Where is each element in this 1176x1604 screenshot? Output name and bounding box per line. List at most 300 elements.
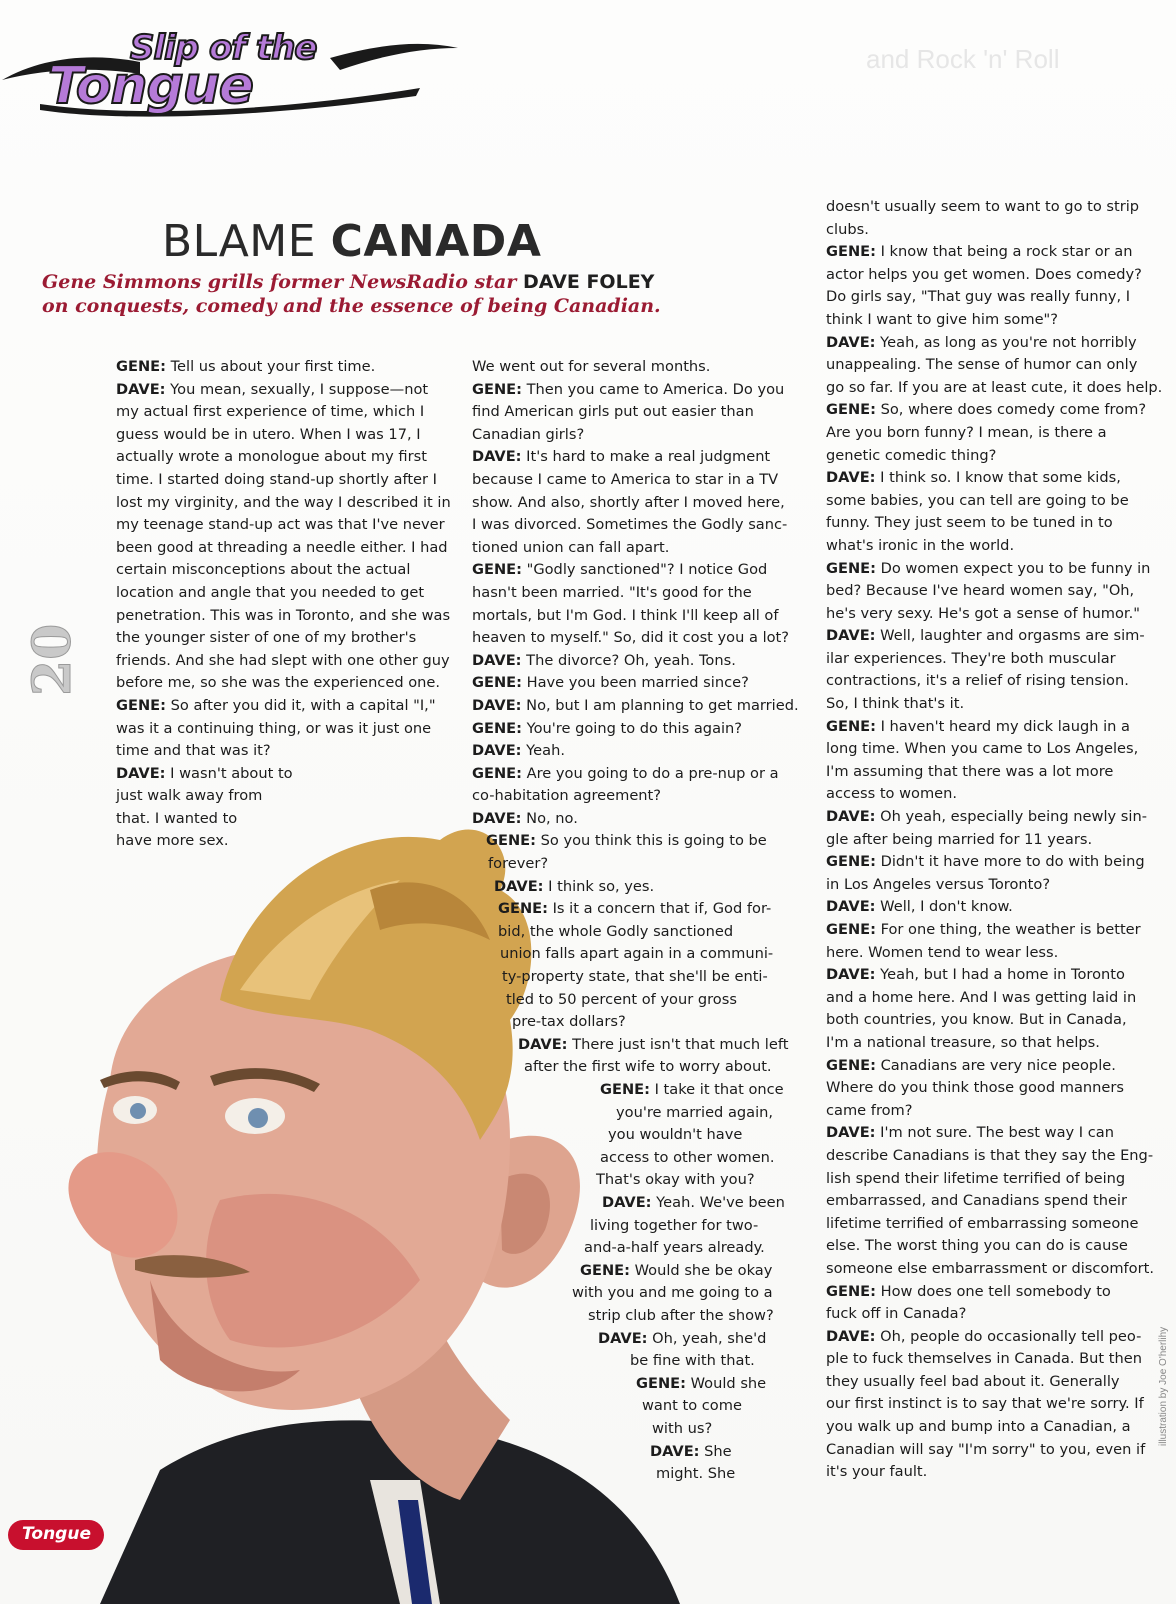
speaker-label: DAVE: — [472, 742, 522, 760]
line-text: contractions, it's a relief of rising tension. — [826, 672, 1129, 690]
logo-line-2: Tongue — [48, 56, 254, 116]
article-line — [826, 806, 1162, 829]
article-line — [472, 492, 799, 515]
line-text: Do women expect you to be funny in — [875, 559, 1151, 577]
line-text: For one thing, the weather is better — [875, 921, 1141, 938]
speaker-label: GENE: — [472, 380, 522, 398]
article-line — [472, 446, 799, 469]
article-line — [472, 1282, 799, 1305]
line-text: Are you born funny? I mean, is there a — [826, 423, 1107, 441]
line-text: both countries, you know. But in Canada, — [826, 1011, 1127, 1029]
speaker-label: GENE: — [116, 358, 166, 375]
article-line — [116, 650, 451, 673]
article-line — [472, 1192, 799, 1215]
line-text: want to come — [642, 1397, 742, 1415]
article-line — [472, 830, 799, 853]
article-line — [826, 1168, 1162, 1191]
line-text: Where do you think those good manners — [826, 1079, 1124, 1097]
article-line — [116, 401, 451, 424]
speaker-label: DAVE: — [472, 809, 522, 827]
article-line — [472, 1305, 799, 1328]
line-text: before me, so she was the experienced one. — [116, 674, 441, 692]
line-text: ty-property state, that she'll be enti- — [502, 968, 768, 986]
article-line — [826, 1100, 1162, 1123]
line-text: Would she be okay — [629, 1261, 773, 1279]
article-line — [472, 966, 799, 989]
line-text: unappealing. The sense of humor can only — [826, 356, 1138, 374]
page-number — [22, 623, 83, 726]
article-line — [472, 379, 799, 402]
footer-logo-text: Tongue — [22, 1524, 91, 1544]
article-line — [826, 445, 1162, 468]
speaker-label: GENE: — [600, 1081, 650, 1098]
headline-word-2: CANADA — [330, 216, 542, 267]
line-text: be fine with that. — [630, 1352, 755, 1370]
line-text: Canadian girls? — [472, 425, 585, 443]
article-line — [826, 1348, 1162, 1371]
article-line — [826, 716, 1162, 739]
article-line — [472, 898, 799, 921]
line-text: think I want to give him some"? — [826, 310, 1059, 328]
article-line — [826, 1439, 1162, 1462]
line-text: and a home here. And I was getting laid in — [826, 988, 1137, 1006]
article-line — [116, 695, 451, 718]
line-text: it's your fault. — [826, 1463, 928, 1481]
line-text: We went out for several months. — [472, 358, 711, 375]
article-line — [826, 625, 1162, 648]
line-text: with us? — [652, 1419, 713, 1437]
article-line — [826, 241, 1162, 264]
article-line — [472, 627, 799, 650]
line-text: bid, the whole Godly sanctioned — [498, 922, 734, 940]
article-line — [826, 761, 1162, 784]
line-text: the younger sister of one of my brother's — [116, 629, 417, 647]
line-text: long time. When you came to Los Angeles, — [826, 740, 1139, 758]
line-text: Would she — [685, 1374, 767, 1392]
line-text: Canadian will say "I'm sorry" to you, even if — [826, 1440, 1146, 1458]
speaker-label: DAVE: — [116, 380, 166, 398]
line-text: forever? — [488, 855, 549, 873]
article-line — [826, 919, 1162, 942]
line-text: There just isn't that much left — [567, 1035, 789, 1053]
line-text: have more sex. — [116, 832, 229, 850]
article-line — [472, 1373, 799, 1396]
line-text: embarrassed, and Canadians spend their — [826, 1192, 1127, 1210]
article-line — [826, 1416, 1162, 1439]
article-line — [116, 672, 451, 695]
article-line — [826, 1190, 1162, 1213]
line-text: No, but I am planning to get married. — [521, 696, 799, 714]
line-text: So you think this is going to be — [535, 832, 767, 850]
article-line — [472, 785, 799, 808]
article-line — [472, 718, 799, 741]
speaker-label: GENE: — [826, 717, 876, 735]
line-text: How does one tell somebody to — [875, 1282, 1111, 1300]
article-line — [826, 693, 1162, 716]
speaker-label: GENE: — [486, 832, 536, 850]
line-text: and-a-half years already. — [584, 1239, 765, 1257]
article-line — [826, 1032, 1162, 1055]
line-text: tioned union can fall apart. — [472, 538, 670, 556]
article-line — [472, 537, 799, 560]
line-text: You're going to do this again? — [521, 719, 743, 737]
line-text: That's okay with you? — [596, 1171, 755, 1189]
line-text: lifetime terrified of embarrassing someone — [826, 1214, 1139, 1232]
line-text: time and that was it? — [116, 742, 271, 760]
line-text: co-habitation agreement? — [472, 787, 662, 805]
line-text: access to other women. — [600, 1148, 775, 1166]
line-text: been good at threading a needle either. I had — [116, 538, 448, 556]
line-text: Is it a concern that if, God for- — [547, 900, 772, 918]
speaker-label: DAVE: — [826, 469, 876, 487]
article-line — [472, 1215, 799, 1238]
article-line — [826, 1235, 1162, 1258]
line-text: Are you going to do a pre-nup or a — [521, 764, 779, 782]
speaker-label: DAVE: — [472, 651, 522, 669]
line-text: Canadians are very nice people. — [875, 1056, 1116, 1074]
article-line — [472, 1169, 799, 1192]
speaker-label: DAVE: — [472, 448, 522, 466]
line-text: ple to fuck themselves in Canada. But then — [826, 1350, 1142, 1368]
line-text: he's very sexy. He's got a sense of humor." — [826, 604, 1140, 622]
line-text: I take it that once — [649, 1081, 784, 1098]
line-text: Oh yeah, especially being newly sin- — [875, 808, 1147, 826]
article-line — [472, 559, 799, 582]
tongue-footer-logo — [8, 1520, 104, 1550]
article-line — [826, 558, 1162, 581]
article-line — [472, 401, 799, 424]
article-line — [472, 1418, 799, 1441]
line-text: I was divorced. Sometimes the Godly sanc- — [472, 516, 788, 534]
line-text: heaven to myself." So, did it cost you a lot? — [472, 629, 790, 647]
line-text: Oh, yeah, she'd — [647, 1329, 767, 1347]
speaker-label: GENE: — [472, 764, 522, 782]
deck-text-2: on conquests, comedy and the essence of being Canadian. — [42, 295, 661, 317]
article-line — [826, 1122, 1162, 1145]
line-text: Have you been married since? — [521, 674, 749, 692]
speaker-label: GENE: — [636, 1374, 686, 1392]
article-line — [472, 1011, 799, 1034]
speaker-label: GENE: — [826, 1282, 876, 1300]
line-text: Then you came to America. Do you — [521, 380, 785, 398]
line-text: my teenage stand-up act was that I've never — [116, 516, 445, 534]
article-line — [116, 763, 451, 786]
line-text: ilar experiences. They're both muscular — [826, 649, 1116, 667]
line-text: in Los Angeles versus Toronto? — [826, 875, 1051, 893]
line-text: go so far. If you are at least cute, it does help. — [826, 378, 1163, 396]
headline-word-1: BLAME — [162, 216, 317, 267]
article-line — [472, 921, 799, 944]
speaker-label: DAVE: — [116, 764, 166, 782]
line-text: doesn't usually seem to want to go to strip — [826, 198, 1140, 215]
article-line — [826, 942, 1162, 965]
deck-name: DAVE FOLEY — [522, 271, 655, 293]
line-text: our first instinct is to say that we're sorry. If — [826, 1395, 1144, 1413]
line-text: lish spend their lifetime terrified of being — [826, 1169, 1126, 1187]
line-text: Well, laughter and orgasms are sim- — [875, 627, 1145, 645]
article-line — [826, 422, 1162, 445]
article-line — [116, 785, 451, 808]
article-line — [472, 943, 799, 966]
article-line — [472, 1237, 799, 1260]
line-text: The divorce? Oh, yeah. Tons. — [521, 651, 736, 669]
speaker-label: GENE: — [826, 921, 876, 938]
line-text: bed? Because I've heard women say, "Oh, — [826, 582, 1135, 600]
article-line — [472, 469, 799, 492]
article-deck — [42, 270, 802, 318]
line-text: access to women. — [826, 785, 958, 803]
line-text: tled to 50 percent of your gross — [506, 990, 737, 1008]
article-line — [826, 399, 1162, 422]
article-line — [826, 1281, 1162, 1304]
line-text: else. The worst thing you can do is cause — [826, 1237, 1128, 1255]
line-text: I haven't heard my dick laugh in a — [875, 717, 1131, 735]
article-line — [472, 1102, 799, 1125]
line-text: find American girls put out easier than — [472, 403, 754, 421]
line-text: "Godly sanctioned"? I notice God — [521, 561, 768, 579]
line-text: Yeah, as long as you're not horribly — [875, 333, 1137, 351]
article-line — [826, 896, 1162, 919]
line-text: some babies, you can tell are going to be — [826, 491, 1129, 509]
speaker-label: DAVE: — [518, 1035, 568, 1053]
illustration-credit: illustration by Joe O'herlihy — [1158, 1326, 1169, 1446]
line-text: Oh, people do occasionally tell peo- — [875, 1327, 1142, 1345]
line-text: gle after being married for 11 years. — [826, 830, 1093, 848]
speaker-label: DAVE: — [602, 1193, 652, 1211]
article-line — [472, 876, 799, 899]
line-text: actor helps you get women. Does comedy? — [826, 265, 1142, 283]
line-text: She — [699, 1442, 732, 1460]
article-line — [826, 1303, 1162, 1326]
line-text: I'm not sure. The best way I can — [875, 1124, 1114, 1142]
line-text: because I came to America to star in a TV — [472, 470, 779, 488]
article-line — [826, 219, 1162, 242]
article-line — [116, 605, 451, 628]
article-line — [826, 264, 1162, 287]
article-line — [826, 309, 1162, 332]
article-column-2 — [472, 356, 799, 1486]
line-text: I know that being a rock star or an — [875, 243, 1133, 261]
line-text: living together for two- — [590, 1216, 759, 1234]
article-line — [472, 650, 799, 673]
show-through-text: and Rock 'n' Roll — [866, 44, 1060, 74]
speaker-label: DAVE: — [598, 1329, 648, 1347]
page-number-text: 20 — [22, 623, 83, 696]
article-line — [826, 332, 1162, 355]
speaker-label: DAVE: — [826, 966, 876, 984]
article-line — [826, 490, 1162, 513]
speaker-label: GENE: — [826, 1056, 876, 1074]
article-line — [826, 829, 1162, 852]
article-line — [826, 1055, 1162, 1078]
article-line — [826, 1145, 1162, 1168]
line-text: show. And also, shortly after I moved here, — [472, 493, 785, 511]
line-text: No, no. — [521, 809, 578, 827]
article-column-3 — [826, 196, 1162, 1484]
line-text: fuck off in Canada? — [826, 1305, 967, 1323]
speaker-label: GENE: — [826, 401, 876, 419]
article-line — [116, 514, 451, 537]
article-line — [116, 627, 451, 650]
article-line — [826, 1461, 1162, 1484]
article-line — [826, 603, 1162, 626]
article-line — [472, 1079, 799, 1102]
line-text: pre-tax dollars? — [512, 1013, 626, 1031]
article-line — [116, 446, 451, 469]
line-text: was it a continuing thing, or was it just one — [116, 719, 432, 737]
article-line — [472, 1056, 799, 1079]
speaker-label: GENE: — [498, 900, 548, 918]
line-text: you're married again, — [616, 1103, 774, 1121]
article-line — [472, 808, 799, 831]
line-text: clubs. — [826, 220, 869, 238]
article-line — [116, 356, 451, 379]
article-line — [116, 559, 451, 582]
article-line — [826, 467, 1162, 490]
article-line — [826, 648, 1162, 671]
line-text: came from? — [826, 1101, 913, 1119]
article-line — [472, 763, 799, 786]
line-text: my actual first experience of time, which I — [116, 403, 425, 421]
line-text: you wouldn't have — [608, 1126, 743, 1144]
line-text: that. I wanted to — [116, 809, 238, 827]
line-text: hasn't been married. "It's good for the — [472, 583, 752, 601]
article-line — [472, 582, 799, 605]
article-line — [472, 1034, 799, 1057]
line-text: after the first wife to worry about. — [524, 1058, 772, 1076]
logo-line-1: Slip of the — [130, 28, 317, 68]
line-text: union falls apart again in a communi- — [500, 945, 774, 963]
article-line — [826, 535, 1162, 558]
line-text: mortals, but I'm God. I think I'll keep all of — [472, 606, 779, 624]
article-line — [472, 514, 799, 537]
article-line — [826, 738, 1162, 761]
article-line — [826, 964, 1162, 987]
line-text: certain misconceptions about the actual — [116, 561, 411, 579]
line-text: I'm a national treasure, so that helps. — [826, 1033, 1100, 1051]
article-line — [472, 1260, 799, 1283]
line-text: I'm assuming that there was a lot more — [826, 762, 1114, 780]
article-line — [116, 718, 451, 741]
article-line — [116, 379, 451, 402]
article-line — [116, 740, 451, 763]
line-text: what's ironic in the world. — [826, 536, 1015, 554]
article-line — [472, 1124, 799, 1147]
article-line — [472, 356, 799, 379]
line-text: penetration. This was in Toronto, and she was — [116, 606, 451, 624]
line-text: might. She — [656, 1465, 736, 1483]
speaker-label: GENE: — [472, 719, 522, 737]
speaker-label: DAVE: — [826, 627, 876, 645]
line-text: So, where does comedy come from? — [875, 401, 1147, 419]
article-line — [826, 512, 1162, 535]
article-line — [472, 1395, 799, 1418]
article-line — [472, 1147, 799, 1170]
article-line — [826, 1393, 1162, 1416]
line-text: friends. And she had slept with one other guy — [116, 651, 450, 669]
article-column-1 — [116, 356, 451, 853]
line-text: lost my virginity, and the way I described it in — [116, 493, 451, 511]
speaker-label: GENE: — [472, 561, 522, 579]
article-line — [116, 537, 451, 560]
article-line — [116, 830, 451, 853]
article-line — [116, 469, 451, 492]
line-text: You mean, sexually, I suppose—not — [165, 380, 429, 398]
line-text: location and angle that you needed to get — [116, 583, 425, 601]
article-line — [826, 987, 1162, 1010]
article-line — [472, 1463, 799, 1486]
line-text: here. Women tend to wear less. — [826, 943, 1059, 961]
line-text: you walk up and bump into a Canadian, a — [826, 1418, 1131, 1436]
line-text: Tell us about your first time. — [165, 358, 376, 375]
article-line — [826, 1077, 1162, 1100]
article-line — [116, 492, 451, 515]
line-text: So after you did it, with a capital "I," — [165, 696, 436, 714]
line-text: genetic comedic thing? — [826, 446, 997, 464]
article-line — [826, 1371, 1162, 1394]
line-text: Well, I don't know. — [875, 898, 1013, 916]
article-line — [826, 874, 1162, 897]
speaker-label: DAVE: — [826, 808, 876, 826]
speaker-label: GENE: — [826, 853, 876, 871]
line-text: funny. They just seem to be tuned in to — [826, 514, 1113, 532]
line-text: actually wrote a monologue about my first — [116, 448, 427, 466]
speaker-label: GENE: — [580, 1261, 630, 1279]
deck-text-1: Gene Simmons grills former NewsRadio star — [42, 271, 523, 293]
speaker-label: DAVE: — [826, 1124, 876, 1142]
article-line — [472, 989, 799, 1012]
article-line — [472, 695, 799, 718]
article-line — [826, 354, 1162, 377]
article-line — [116, 582, 451, 605]
speaker-label: DAVE: — [826, 333, 876, 351]
article-line — [826, 851, 1162, 874]
slip-of-the-tongue-logo — [0, 18, 460, 118]
article-line — [472, 672, 799, 695]
article-line — [116, 808, 451, 831]
article-headline — [162, 216, 541, 267]
article-line — [826, 1258, 1162, 1281]
line-text: time. I started doing stand-up shortly after I — [116, 470, 437, 488]
line-text: So, I think that's it. — [826, 695, 965, 713]
speaker-label: DAVE: — [826, 898, 876, 916]
line-text: I wasn't about to — [165, 764, 293, 782]
line-text: with you and me going to a — [572, 1284, 773, 1302]
article-line — [826, 1213, 1162, 1236]
article-line — [826, 580, 1162, 603]
speaker-label: GENE: — [116, 696, 166, 714]
article-line — [826, 783, 1162, 806]
line-text: Yeah. We've been — [651, 1193, 785, 1211]
line-text: Yeah, but I had a home in Toronto — [875, 966, 1125, 984]
article-line — [116, 424, 451, 447]
speaker-label: DAVE: — [826, 1327, 876, 1345]
speaker-label: DAVE: — [494, 877, 544, 895]
article-line — [826, 1326, 1162, 1349]
article-line — [472, 424, 799, 447]
line-text: Do girls say, "That guy was really funny, I — [826, 288, 1131, 306]
article-line — [472, 853, 799, 876]
line-text: I think so. I know that some kids, — [875, 469, 1121, 487]
article-line — [472, 1350, 799, 1373]
line-text: someone else embarrassment or discomfort. — [826, 1259, 1154, 1277]
line-text: they usually feel bad about it. Generally — [826, 1372, 1120, 1390]
article-line — [826, 670, 1162, 693]
article-line — [826, 377, 1162, 400]
speaker-label: GENE: — [826, 243, 876, 261]
line-text: describe Canadians is that they say the Eng- — [826, 1146, 1154, 1164]
line-text: Yeah. — [521, 742, 565, 760]
